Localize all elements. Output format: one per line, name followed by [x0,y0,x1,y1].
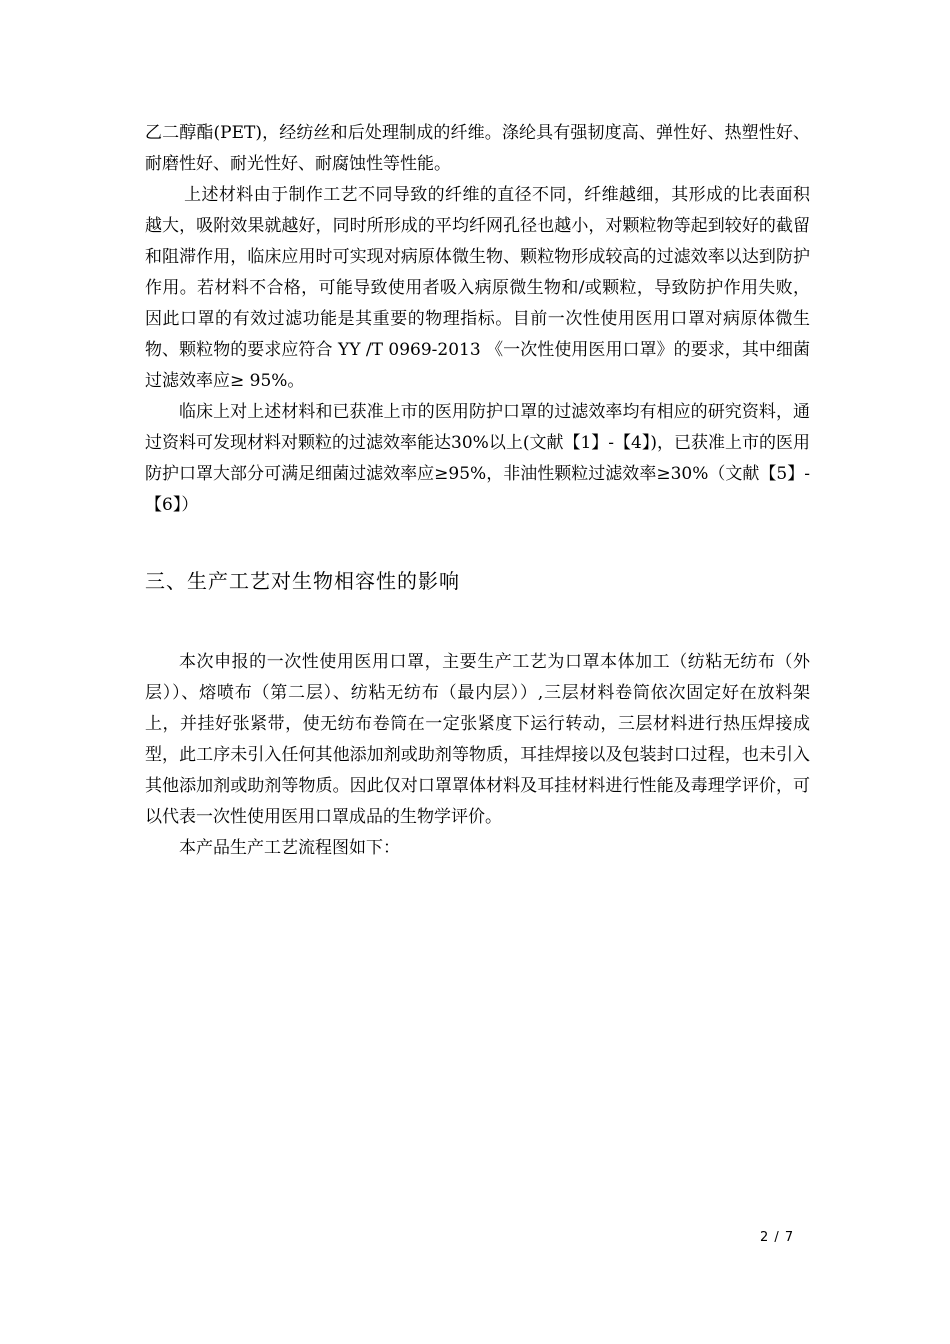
paragraph-production-process: 本次申报的一次性使用医用口罩，主要生产工艺为口罩本体加工（纺粘无纺布（外层））、熔喷布（第二层）、纺粘无纺布（最内层））,三层材料卷筒依次固定好在放料架上，并挂好张紧带，使无纺布卷筒在一定张紧度下运行转动，三层材料进行热压焊接成型，此工序未引入任何其他添加剂或助剂等物质，耳挂焊接以及包装封口过程，也未引入其他添加剂或助剂等物质。因此仅对口罩罩体材料及耳挂材料进行性能及毒理学评价，可以代表一次性使用医用口罩成品的生物学评价。 [145,652,810,827]
paragraph-flowchart-intro: 本产品生产工艺流程图如下： [179,838,400,858]
document-body [145,118,810,864]
paragraph-filtration-mechanism: 上述材料由于制作工艺不同导致的纤维的直径不同，纤维越细，其形成的比表面积越大，吸附效果就越好，同时所形成的平均纤网孔径也越小，对颗粒物等起到较好的截留和阻滞作用，临床应用时可实现对病原体微生物、颗粒物形成较高的过滤效率以达到防护作用。若材料不合格，可能导致使用者吸入病原微生物和/或颗粒，导致防护作用失败，因此口罩的有效过滤功能是其重要的物理指标。目前一次性使用医用口罩对病原体微生物、颗粒物的要求应符合 YY /T 0969-2013 《一次性使用医用口罩》的要求，其中细菌过滤效率应≥ 95%。 [145,185,810,391]
page-number: 2 / 7 [760,1230,795,1245]
paragraph-pet-fiber: 乙二醇酯(PET)，经纺丝和后处理制成的纤维。涤纶具有强韧度高、弹性好、热塑性好、耐磨性好、耐光性好、耐腐蚀性等性能。 [145,123,810,174]
section-body [145,647,810,864]
paragraph-clinical-data: 临床上对上述材料和已获准上市的医用防护口罩的过滤效率均有相应的研究资料，通过资料可发现材料对颗粒的过滤效率能达30%以上(文献【1】-【4】)，已获准上市的医用防护口罩大部分可满足细菌过滤效率应≥95%，非油性颗粒过滤效率≥30%（文献【5】-【6】） [145,402,810,515]
section-heading: 三、生产工艺对生物相容性的影响 [145,569,460,593]
